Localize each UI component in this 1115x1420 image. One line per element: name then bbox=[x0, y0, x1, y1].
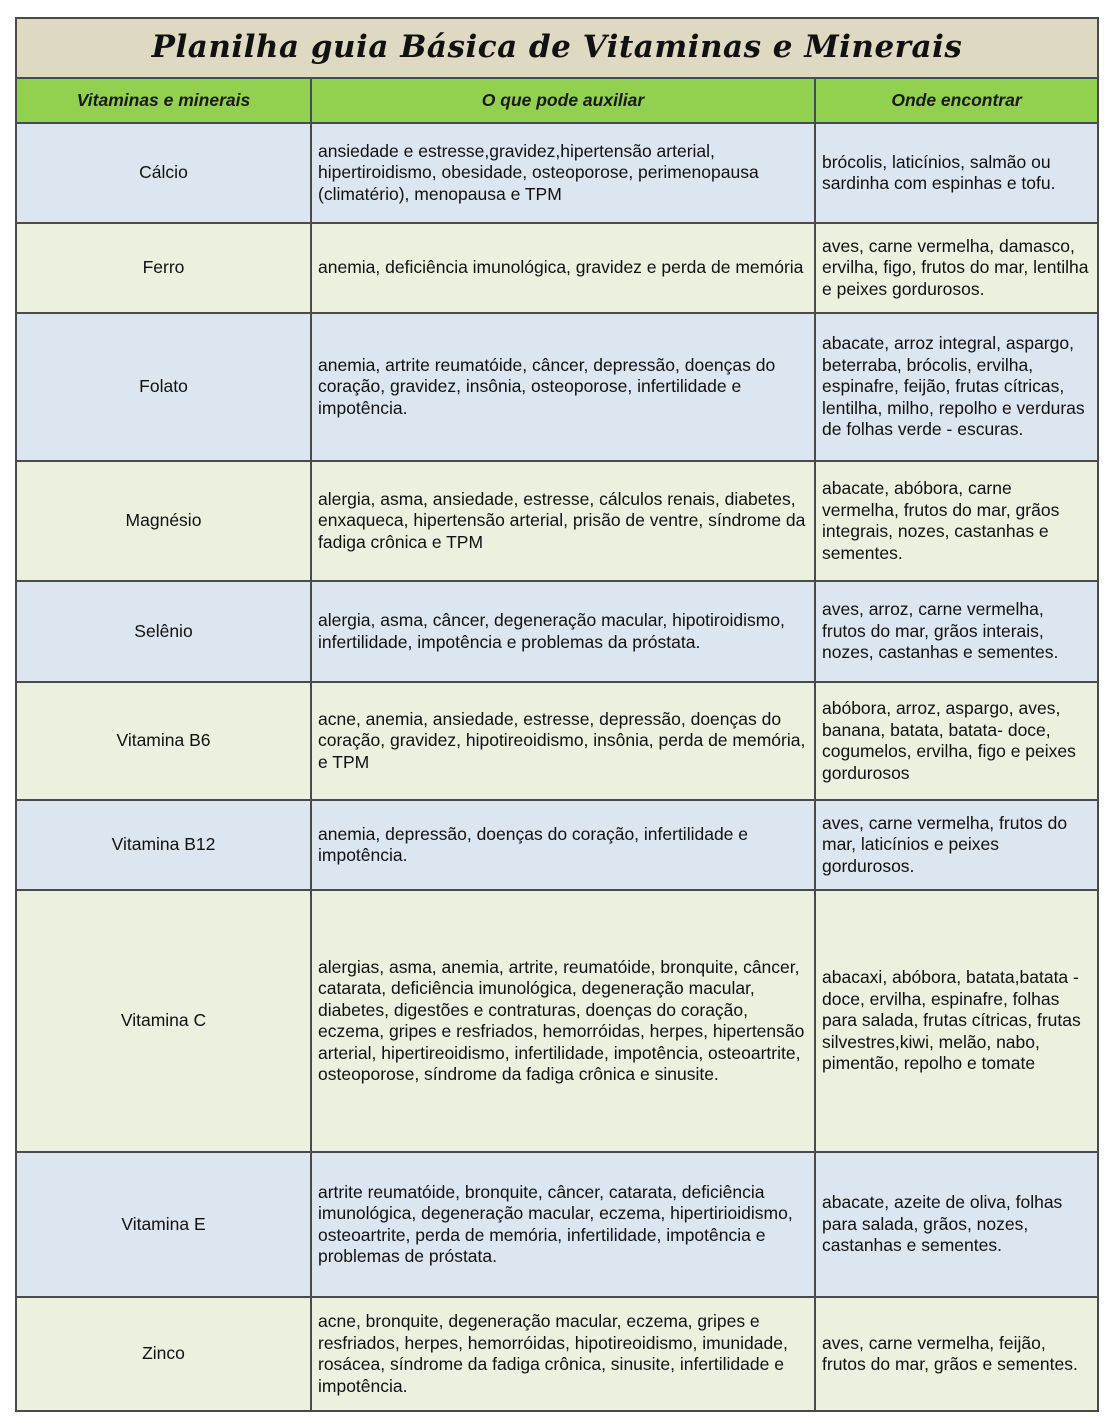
nutrient-name: Selênio bbox=[16, 581, 311, 682]
where-cell: abacate, azeite de oliva, folhas para salada, grãos, nozes, castanhas e sementes. bbox=[815, 1152, 1098, 1297]
where-cell: abóbora, arroz, aspargo, aves, banana, batata, batata- doce, cogumelos, ervilha, figo e peixes gordurosos bbox=[815, 682, 1098, 800]
helps-cell: anemia, deficiência imunológica, gravidez e perda de memória bbox=[311, 223, 815, 313]
where-cell: abacate, abóbora, carne vermelha, frutos do mar, grãos integrais, nozes, castanhas e sementes. bbox=[815, 461, 1098, 581]
nutrient-name: Magnésio bbox=[16, 461, 311, 581]
table-row-vitamina-b6 bbox=[16, 682, 1098, 800]
column-header-helps: O que pode auxiliar bbox=[311, 78, 815, 123]
table-row-ferro bbox=[16, 223, 1098, 313]
helps-cell: alergia, asma, ansiedade, estresse, cálculos renais, diabetes, enxaqueca, hipertensão arterial, prisão de ventre, síndrome da fadiga crônica e TPM bbox=[311, 461, 815, 581]
helps-cell: acne, bronquite, degeneração macular, eczema, gripes e resfriados, herpes, hemorróidas, hipotireoidismo, imunidade, rosácea, síndrome da fadiga crônica, sinusite, infertilidade e impotência. bbox=[311, 1297, 815, 1411]
nutrient-name: Vitamina B12 bbox=[16, 800, 311, 890]
table-row-selenio bbox=[16, 581, 1098, 682]
table-row-folato bbox=[16, 313, 1098, 461]
where-cell: aves, carne vermelha, frutos do mar, laticínios e peixes gordurosos. bbox=[815, 800, 1098, 890]
helps-cell: alergia, asma, câncer, degeneração macular, hipotiroidismo, infertilidade, impotência e problemas da próstata. bbox=[311, 581, 815, 682]
table-row-vitamina-e bbox=[16, 1152, 1098, 1297]
nutrient-name: Folato bbox=[16, 313, 311, 461]
where-cell: abacate, arroz integral, aspargo, beterraba, brócolis, ervilha, espinafre, feijão, frutas cítricas, lentilha, milho, repolho e verduras de folhas verde - escuras. bbox=[815, 313, 1098, 461]
column-header-where: Onde encontrar bbox=[815, 78, 1098, 123]
table-row-vitamina-b12 bbox=[16, 800, 1098, 890]
vitamins-minerals-table bbox=[15, 17, 1099, 1412]
helps-cell: acne, anemia, ansiedade, estresse, depressão, doenças do coração, gravidez, hipotireoidismo, insônia, perda de memória, e TPM bbox=[311, 682, 815, 800]
nutrient-name: Vitamina E bbox=[16, 1152, 311, 1297]
where-cell: brócolis, laticínios, salmão ou sardinha com espinhas e tofu. bbox=[815, 123, 1098, 223]
nutrient-name: Ferro bbox=[16, 223, 311, 313]
column-header-name: Vitaminas e minerais bbox=[16, 78, 311, 123]
where-cell: abacaxi, abóbora, batata,batata - doce, ervilha, espinafre, folhas para salada, frutas cítricas, frutas silvestres,kiwi, melão, nabo, pimentão, repolho e tomate bbox=[815, 890, 1098, 1152]
helps-cell: anemia, artrite reumatóide, câncer, depressão, doenças do coração, gravidez, insônia, osteoporose, infertilidade e impotência. bbox=[311, 313, 815, 461]
nutrient-name: Vitamina C bbox=[16, 890, 311, 1152]
sheet-title: Planilha guia Básica de Vitaminas e Minerais bbox=[16, 18, 1098, 78]
title-row bbox=[16, 18, 1098, 78]
helps-cell: alergias, asma, anemia, artrite, reumatóide, bronquite, câncer, catarata, deficiência imunológica, degeneração macular, diabetes, digestões e contraturas, doenças do coração, eczema, gripes e resfriados, hemorróidas, herpes, hipertensão arterial, hipertireoidismo, infertilidade, impotência, osteoartrite, osteoporose, síndrome da fadiga crônica e sinusite. bbox=[311, 890, 815, 1152]
where-cell: aves, arroz, carne vermelha, frutos do mar, grãos interais, nozes, castanhas e sementes. bbox=[815, 581, 1098, 682]
where-cell: aves, carne vermelha, feijão, frutos do mar, grãos e sementes. bbox=[815, 1297, 1098, 1411]
table-row-calcio bbox=[16, 123, 1098, 223]
helps-cell: artrite reumatóide, bronquite, câncer, catarata, deficiência imunológica, degeneração macular, eczema, hipertirioidismo, osteoartrite, perda de memória, infertilidade, impotência e problemas de próstata. bbox=[311, 1152, 815, 1297]
header-row bbox=[16, 78, 1098, 123]
helps-cell: ansiedade e estresse,gravidez,hipertensão arterial, hipertiroidismo, obesidade, osteoporose, perimenopausa (climatério), menopausa e TPM bbox=[311, 123, 815, 223]
table-row-magnesio bbox=[16, 461, 1098, 581]
table-row-vitamina-c bbox=[16, 890, 1098, 1152]
helps-cell: anemia, depressão, doenças do coração, infertilidade e impotência. bbox=[311, 800, 815, 890]
nutrient-name: Vitamina B6 bbox=[16, 682, 311, 800]
table-row-zinco bbox=[16, 1297, 1098, 1411]
nutrient-name: Zinco bbox=[16, 1297, 311, 1411]
where-cell: aves, carne vermelha, damasco, ervilha, figo, frutos do mar, lentilha e peixes gordurosos. bbox=[815, 223, 1098, 313]
nutrient-name: Cálcio bbox=[16, 123, 311, 223]
